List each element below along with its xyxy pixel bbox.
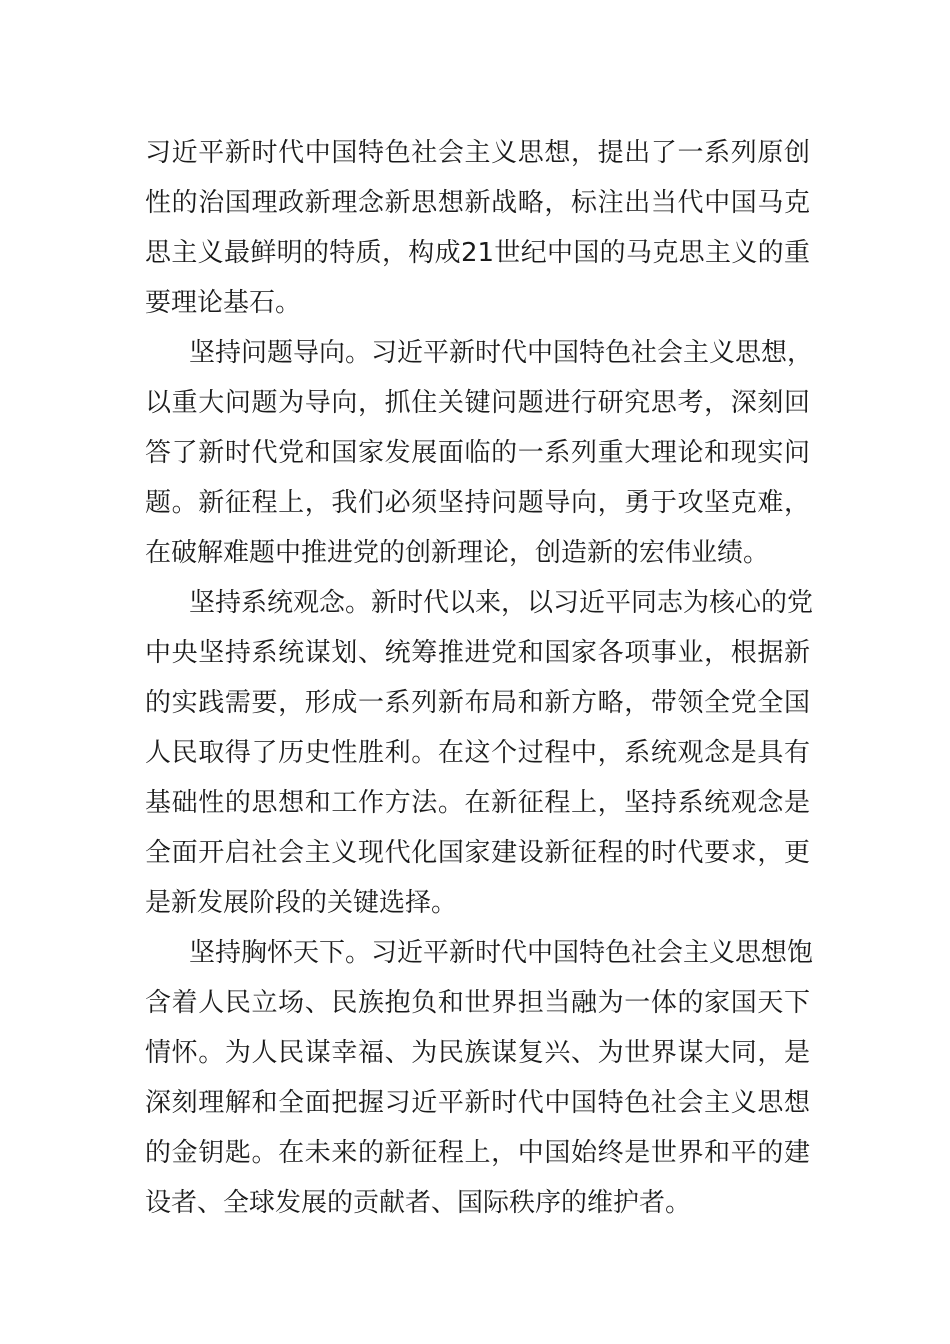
text-line: 基础性的思想和工作方法。在新征程上，坚持系统观念是 bbox=[145, 788, 810, 818]
paragraph-2 bbox=[145, 328, 814, 578]
paragraph-1 bbox=[145, 128, 810, 328]
text-line: 设者、全球发展的贡献者、国际秩序的维护者。 bbox=[145, 1188, 692, 1218]
text-line: 以重大问题为导向，抓住关键问题进行研究思考，深刻回 bbox=[145, 388, 810, 418]
text-line: 中央坚持系统谋划、统筹推进党和国家各项事业，根据新 bbox=[145, 638, 810, 668]
text-line: 要理论基石。 bbox=[145, 288, 302, 318]
text-line: 坚持问题导向。习近平新时代中国特色社会主义思想， bbox=[189, 338, 814, 368]
text-line: 在破解难题中推进党的创新理论，创造新的宏伟业绩。 bbox=[145, 538, 770, 568]
text-line: 深刻理解和全面把握习近平新时代中国特色社会主义思想 bbox=[145, 1088, 810, 1118]
text-line: 题。新征程上，我们必须坚持问题导向，勇于攻坚克难， bbox=[145, 488, 810, 518]
text-line: 习近平新时代中国特色社会主义思想，提出了一系列原创 bbox=[145, 138, 810, 168]
text-line: 的实践需要，形成一系列新布局和新方略，带领全党全国 bbox=[145, 688, 810, 718]
text-line: 全面开启社会主义现代化国家建设新征程的时代要求，更 bbox=[145, 838, 810, 868]
text-line: 含着人民立场、民族抱负和世界担当融为一体的家国天下 bbox=[145, 988, 810, 1018]
text-line: 性的治国理政新理念新思想新战略，标注出当代中国马克 bbox=[145, 188, 810, 218]
text-line: 人民取得了历史性胜利。在这个过程中，系统观念是具有 bbox=[145, 738, 810, 768]
text-line: 是新发展阶段的关键选择。 bbox=[145, 888, 458, 918]
text-line: 答了新时代党和国家发展面临的一系列重大理论和现实问 bbox=[145, 438, 810, 468]
text-line: 坚持系统观念。新时代以来，以习近平同志为核心的党 bbox=[189, 588, 814, 618]
text-line: 坚持胸怀天下。习近平新时代中国特色社会主义思想饱 bbox=[189, 938, 814, 968]
paragraph-3 bbox=[145, 578, 814, 928]
text-line: 的金钥匙。在未来的新征程上，中国始终是世界和平的建 bbox=[145, 1138, 810, 1168]
document-body bbox=[145, 128, 814, 1228]
text-line: 情怀。为人民谋幸福、为民族谋复兴、为世界谋大同，是 bbox=[145, 1038, 810, 1068]
text-line: 思主义最鲜明的特质，构成21世纪中国的马克思主义的重 bbox=[145, 238, 810, 268]
paragraph-4 bbox=[145, 928, 814, 1228]
